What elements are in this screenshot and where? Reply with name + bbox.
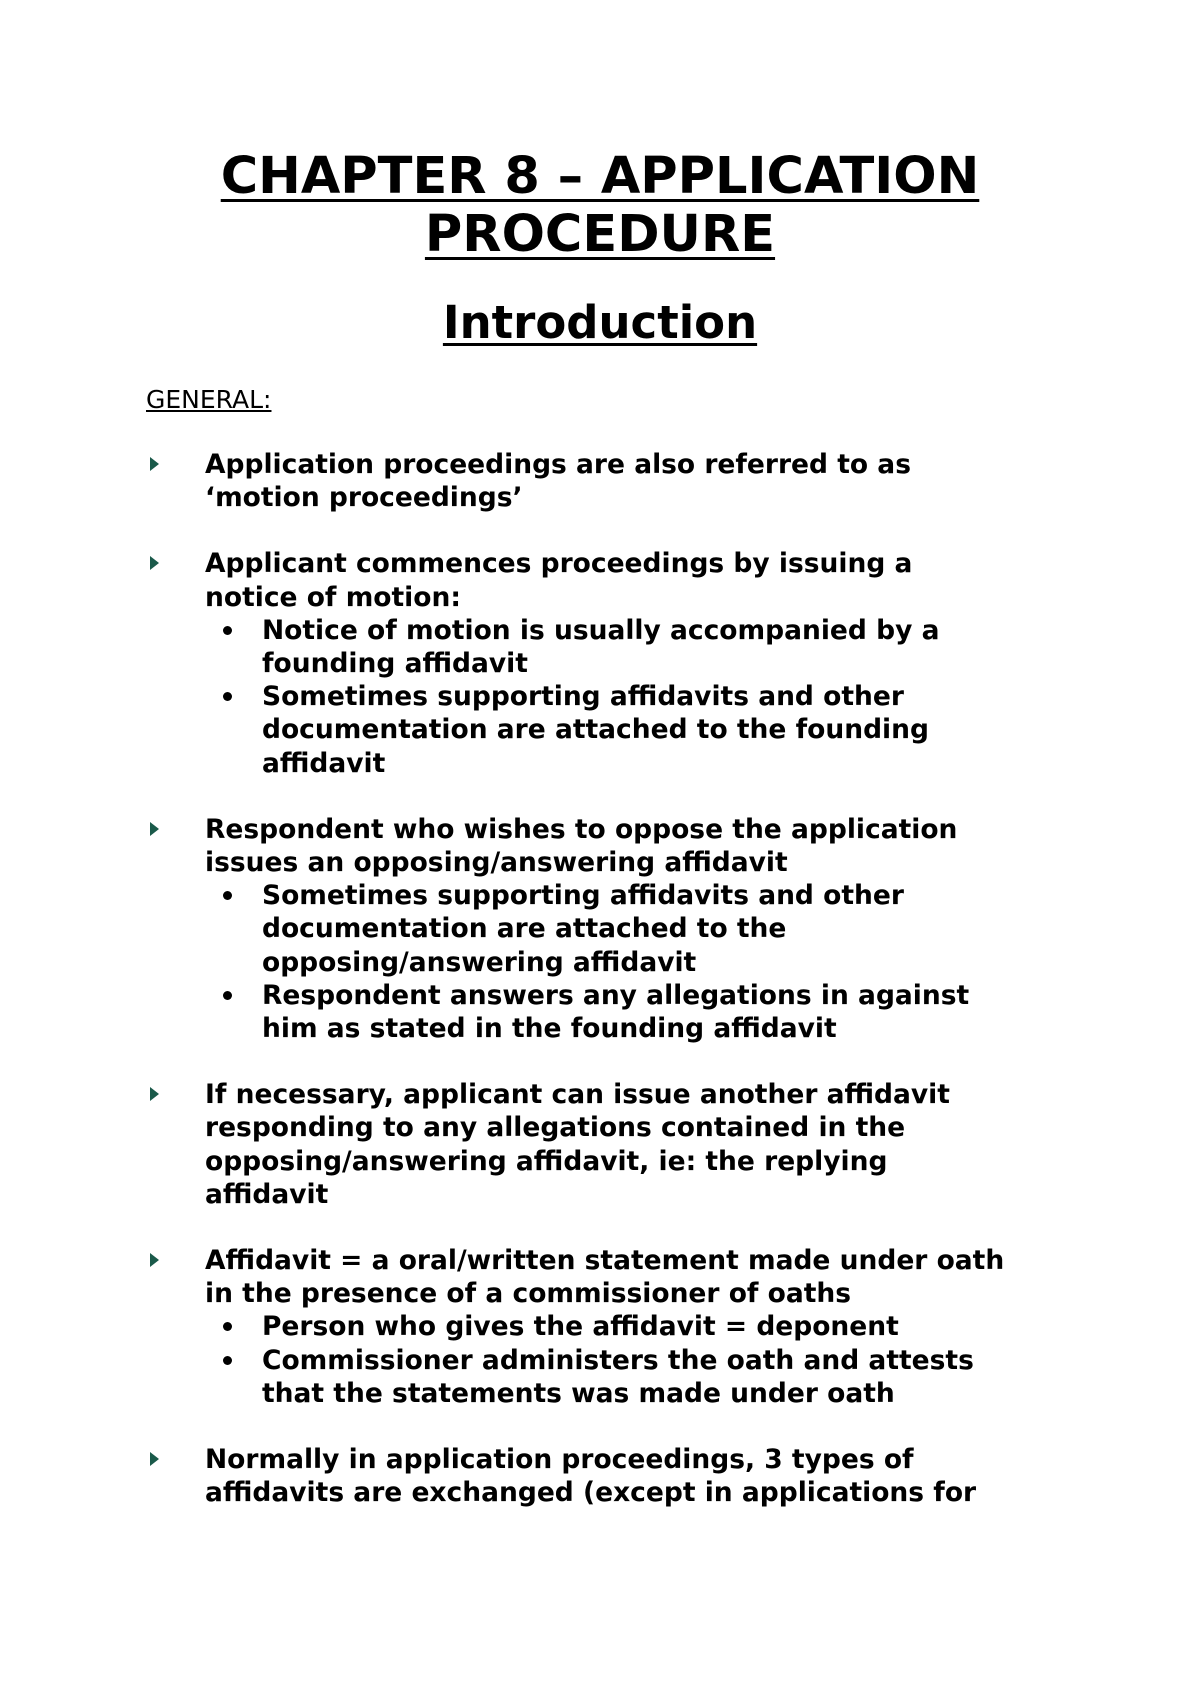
sub-bullet-line [0, 680, 1200, 713]
sub-bullet-line [0, 747, 1200, 780]
bullet-list [0, 448, 1200, 1542]
bullet-text: issues an opposing/answering affidavit [205, 847, 788, 879]
bullet-line [0, 1145, 1200, 1178]
sub-bullet-text: Notice of motion is usually accompanied by a [262, 614, 940, 646]
sub-bullet-text: Sometimes supporting affidavits and other [262, 880, 904, 912]
sub-bullet-line [0, 647, 1200, 680]
dot-bullet-icon [223, 991, 232, 1000]
bullet-line [0, 1476, 1200, 1509]
bullet-line [0, 1244, 1200, 1277]
bullet-line [0, 1277, 1200, 1310]
sub-bullet-line [0, 1310, 1200, 1343]
dot-bullet-icon [223, 1322, 232, 1331]
sub-bullet-text: affidavit [262, 747, 386, 779]
bullet-line [0, 581, 1200, 614]
sub-bullet-text: Person who gives the affidavit = deponent [262, 1311, 899, 1343]
sub-bullet-text: Respondent answers any allegations in against [262, 979, 970, 1011]
sub-bullet-text: opposing/answering affidavit [262, 946, 697, 978]
arrow-bullet-icon [150, 556, 159, 570]
bullet-text: affidavit [205, 1178, 329, 1210]
general-label: GENERAL: [146, 385, 272, 414]
bullet-text: ‘motion proceedings’ [205, 482, 523, 514]
bullet-item [0, 547, 1200, 779]
sub-bullet-text: documentation are attached to the [262, 913, 787, 945]
bullet-text: Normally in application proceedings, 3 types of [205, 1444, 914, 1476]
bullet-text: affidavits are exchanged (except in applications for [205, 1477, 977, 1509]
sub-bullet-line [0, 614, 1200, 647]
bullet-item [0, 1078, 1200, 1211]
chapter-title-line-1: CHAPTER 8 – APPLICATION [220, 147, 980, 206]
sub-bullet-line [0, 1377, 1200, 1410]
bullet-line [0, 448, 1200, 481]
bullet-line [0, 1443, 1200, 1476]
bullet-text: opposing/answering affidavit, ie: the replying [205, 1145, 888, 1177]
sub-bullet-line [0, 946, 1200, 979]
bullet-line [0, 1178, 1200, 1211]
bullet-text: Respondent who wishes to oppose the application [205, 813, 958, 845]
arrow-bullet-icon [150, 457, 159, 471]
sub-bullet-line [0, 879, 1200, 912]
bullet-item [0, 813, 1200, 1045]
sub-bullet-line [0, 1344, 1200, 1377]
sub-bullet-line [0, 1012, 1200, 1045]
bullet-line [0, 481, 1200, 514]
arrow-bullet-icon [150, 1087, 159, 1101]
arrow-bullet-icon [150, 822, 159, 836]
sub-bullet-line [0, 979, 1200, 1012]
bullet-line [0, 813, 1200, 846]
dot-bullet-icon [223, 891, 232, 900]
sub-bullet-text: documentation are attached to the founding [262, 714, 929, 746]
bullet-text: Applicant commences proceedings by issuing a [205, 548, 913, 580]
sub-bullet-text: Commissioner administers the oath and attests [262, 1344, 974, 1376]
bullet-item [0, 448, 1200, 514]
dot-bullet-icon [223, 692, 232, 701]
bullet-text: in the presence of a commissioner of oaths [205, 1278, 852, 1310]
bullet-line [0, 846, 1200, 879]
bullet-text: Affidavit = a oral/written statement made under oath [205, 1245, 1005, 1277]
dot-bullet-icon [223, 626, 232, 635]
bullet-line [0, 547, 1200, 580]
bullet-item [0, 1443, 1200, 1509]
bullet-text: notice of motion: [205, 581, 461, 613]
arrow-bullet-icon [150, 1452, 159, 1466]
bullet-text: If necessary, applicant can issue another affidavit [205, 1079, 950, 1111]
bullet-text: responding to any allegations contained in the [205, 1112, 906, 1144]
sub-bullet-line [0, 912, 1200, 945]
bullet-line [0, 1078, 1200, 1111]
sub-bullet-text: Sometimes supporting affidavits and other [262, 681, 904, 713]
sub-bullet-text: him as stated in the founding affidavit [262, 1013, 837, 1045]
sub-bullet-line [0, 713, 1200, 746]
sub-bullet-text: that the statements was made under oath [262, 1377, 895, 1409]
section-heading-introduction: Introduction [442, 296, 758, 349]
sub-bullet-text: founding affidavit [262, 648, 528, 680]
chapter-title-line-2: PROCEDURE [424, 205, 776, 264]
dot-bullet-icon [223, 1356, 232, 1365]
bullet-line [0, 1111, 1200, 1144]
arrow-bullet-icon [150, 1253, 159, 1267]
bullet-item [0, 1244, 1200, 1410]
bullet-text: Application proceedings are also referred to as [205, 449, 911, 480]
